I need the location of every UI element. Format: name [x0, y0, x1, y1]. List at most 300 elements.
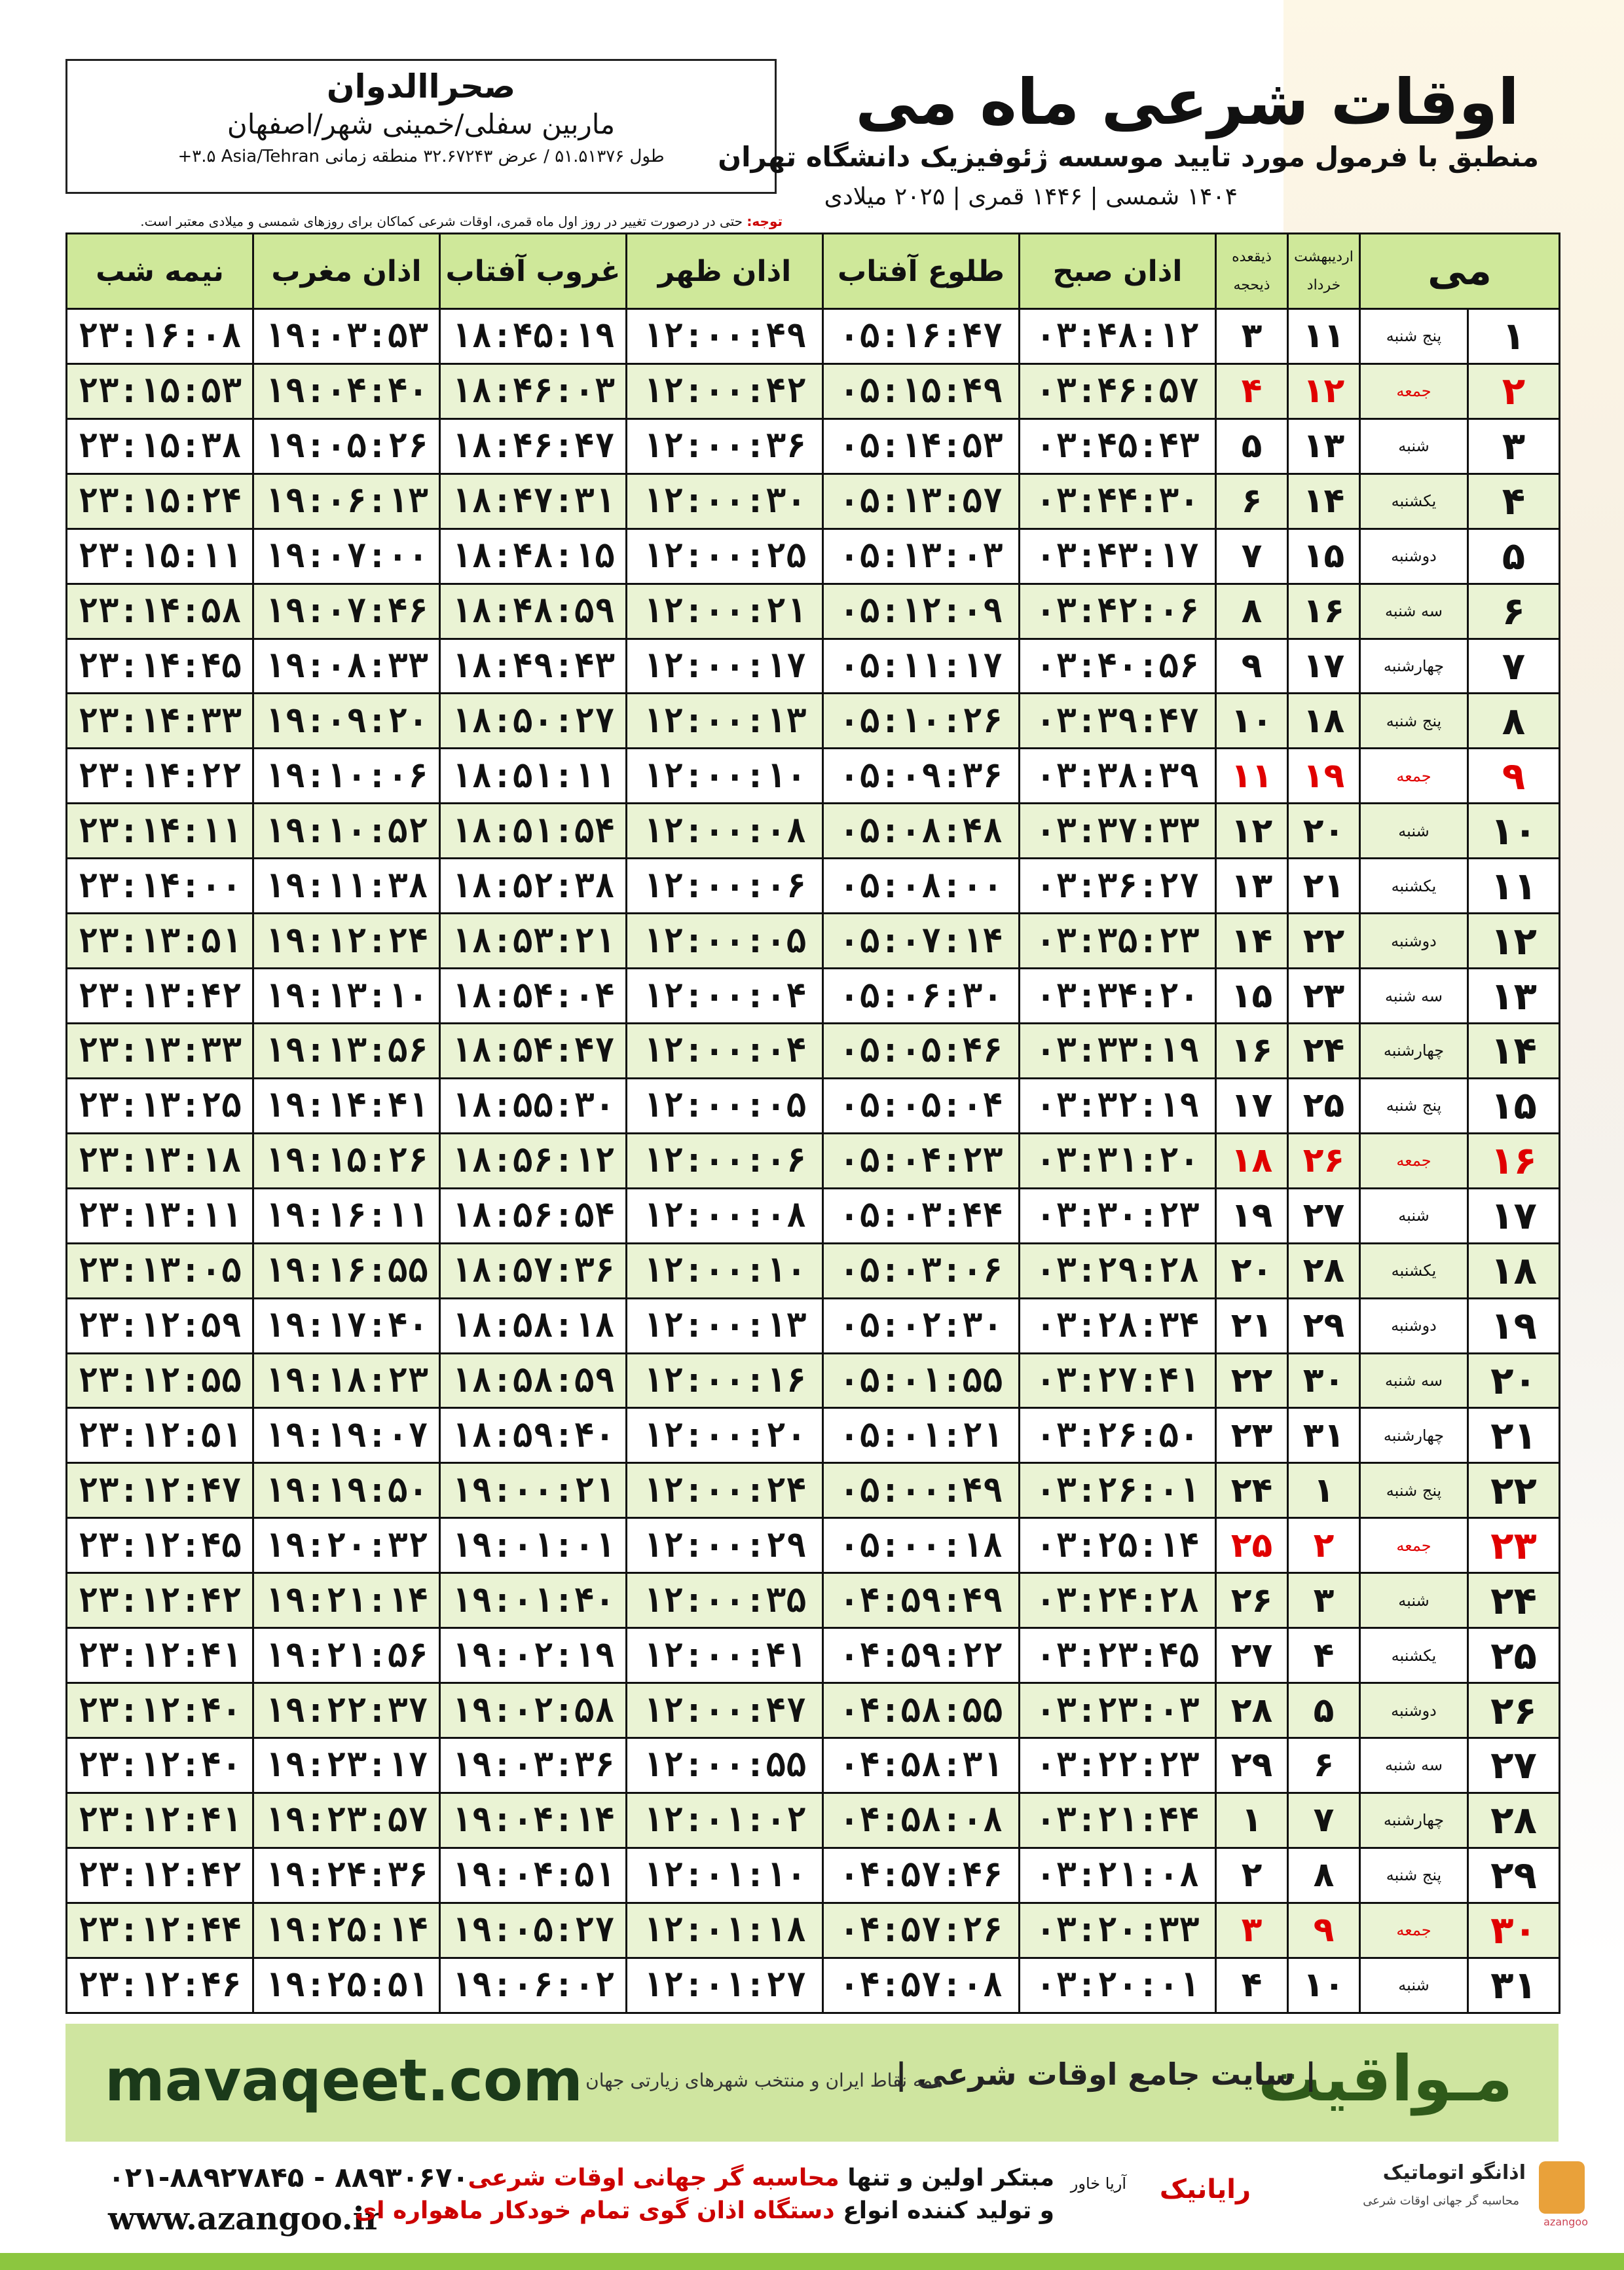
cell-fajr [1020, 1738, 1216, 1793]
cell-gregorian [1468, 1518, 1560, 1573]
cell-qamari-value: ۲۹ [1230, 1745, 1273, 1785]
cell-sunrise-value: ۰۵:۰۰:۱۸ [839, 1525, 1003, 1565]
cell-shamsi [1288, 363, 1360, 419]
cell-weekday [1360, 584, 1468, 639]
cell-maghrib-value: ۱۹:۲۴:۳۶ [264, 1855, 429, 1895]
cell-fajr-value: ۰۳:۲۰:۰۱ [1035, 1965, 1200, 2005]
cell-qamari [1216, 1023, 1288, 1078]
cell-gregorian [1468, 1298, 1560, 1353]
cell-qamari [1216, 1188, 1288, 1243]
cell-weekday-value: دوشنبه [1391, 1316, 1437, 1335]
cell-sunset-value: ۱۹:۰۶:۰۲ [451, 1965, 616, 2005]
cell-weekday-value: جمعه [1396, 382, 1431, 401]
cell-fajr [1020, 584, 1216, 639]
cell-fajr [1020, 694, 1216, 749]
cell-sunrise-value: ۰۴:۵۷:۴۶ [839, 1855, 1003, 1895]
cell-fajr-value: ۰۳:۳۹:۴۷ [1035, 701, 1200, 741]
cell-sunset [440, 584, 627, 639]
cell-sunset [440, 1243, 627, 1298]
cell-gregorian [1468, 1463, 1560, 1518]
cell-gregorian [1468, 1628, 1560, 1683]
cell-sunrise [823, 529, 1020, 584]
cell-midnight-value: ۲۳:۱۶:۰۸ [77, 316, 242, 356]
cell-gregorian [1468, 1793, 1560, 1848]
cell-sunset-value: ۱۸:۴۸:۱۵ [451, 536, 616, 576]
cell-sunrise [823, 1023, 1020, 1078]
cell-sunrise [823, 1958, 1020, 2013]
cell-dhuhr [627, 363, 823, 419]
cell-gregorian [1468, 474, 1560, 529]
cell-sunset-value: ۱۸:۵۲:۳۸ [451, 866, 616, 906]
cell-dhuhr [627, 914, 823, 969]
cell-dhuhr [627, 1298, 823, 1353]
cell-weekday-value: جمعه [1396, 766, 1431, 785]
cell-qamari-value: ۴ [1241, 1965, 1263, 2005]
cell-qamari-value: ۱۲ [1230, 811, 1273, 851]
cell-weekday [1360, 914, 1468, 969]
cell-shamsi-value: ۲۴ [1302, 1031, 1345, 1071]
cell-maghrib [253, 584, 440, 639]
cell-dhuhr-value: ۱۲:۰۰:۱۳ [642, 701, 807, 741]
cell-shamsi-value: ۶ [1313, 1745, 1335, 1785]
cell-shamsi [1288, 1078, 1360, 1133]
azangoo-logo: اذانگو اتوماتیک [1382, 2161, 1526, 2184]
cell-sunset [440, 1298, 627, 1353]
cell-sunset [440, 1628, 627, 1683]
cell-midnight [67, 1243, 253, 1298]
cell-qamari-value: ۲۶ [1230, 1580, 1273, 1620]
cell-shamsi [1288, 1573, 1360, 1628]
cell-shamsi [1288, 1848, 1360, 1903]
cell-qamari-value: ۱۰ [1230, 701, 1273, 741]
cell-sunrise [823, 1408, 1020, 1463]
cell-sunrise-value: ۰۴:۵۷:۲۶ [839, 1910, 1003, 1950]
cell-shamsi [1288, 584, 1360, 639]
table-row [67, 749, 1560, 804]
cell-midnight [67, 969, 253, 1024]
cell-weekday [1360, 1133, 1468, 1188]
cell-fajr-value: ۰۳:۴۳:۱۷ [1035, 536, 1200, 576]
col-sunrise: طلوع آفتاب [823, 234, 1020, 309]
cell-sunrise-value: ۰۵:۰۷:۱۴ [839, 921, 1003, 961]
cell-shamsi [1288, 309, 1360, 364]
cell-dhuhr [627, 1958, 823, 2013]
cell-maghrib [253, 363, 440, 419]
cell-sunset [440, 914, 627, 969]
cell-sunrise [823, 804, 1020, 859]
cell-sunrise [823, 1463, 1020, 1518]
cell-fajr-value: ۰۳:۴۵:۴۳ [1035, 426, 1200, 466]
cell-midnight-value: ۲۳:۱۳:۳۳ [77, 1031, 242, 1071]
cell-sunset-value: ۱۹:۰۱:۰۱ [451, 1525, 616, 1565]
cell-qamari-value: ۴ [1241, 371, 1263, 411]
cell-fajr-value: ۰۳:۲۳:۴۵ [1035, 1635, 1200, 1675]
cell-qamari-value: ۲۲ [1230, 1360, 1273, 1400]
cell-gregorian-value: ۲۹ [1490, 1853, 1537, 1898]
cell-midnight [67, 1958, 253, 2013]
cell-midnight [67, 1353, 253, 1408]
cell-fajr-value: ۰۳:۲۵:۱۴ [1035, 1525, 1200, 1565]
cell-midnight-value: ۲۳:۱۴:۵۸ [77, 591, 242, 631]
cell-sunrise [823, 1133, 1020, 1188]
cell-sunrise-value: ۰۵:۰۳:۴۴ [839, 1196, 1003, 1236]
cell-dhuhr [627, 529, 823, 584]
cell-weekday-value: جمعه [1396, 1536, 1431, 1555]
cell-dhuhr-value: ۱۲:۰۰:۳۰ [642, 481, 807, 521]
cell-gregorian [1468, 1738, 1560, 1793]
cell-dhuhr [627, 1133, 823, 1188]
cell-fajr-value: ۰۳:۳۷:۳۳ [1035, 811, 1200, 851]
cell-weekday [1360, 1683, 1468, 1738]
cell-weekday [1360, 804, 1468, 859]
cell-maghrib [253, 639, 440, 694]
cell-dhuhr [627, 1518, 823, 1573]
cell-dhuhr [627, 1188, 823, 1243]
cell-fajr [1020, 529, 1216, 584]
cell-shamsi-value: ۱ [1313, 1470, 1335, 1510]
cell-weekday-value: دوشنبه [1391, 547, 1437, 566]
cell-sunset-value: ۱۹:۰۲:۵۸ [451, 1690, 616, 1730]
cell-fajr [1020, 969, 1216, 1024]
cell-gregorian [1468, 749, 1560, 804]
cell-gregorian-value: ۵ [1502, 534, 1526, 579]
cell-midnight-value: ۲۳:۱۳:۴۲ [77, 976, 242, 1016]
cell-weekday-value: سه شنبه [1384, 1756, 1443, 1775]
cell-dhuhr-value: ۱۲:۰۰:۰۸ [642, 1196, 807, 1236]
cell-weekday-value: شنبه [1398, 437, 1430, 456]
cell-dhuhr-value: ۱۲:۰۰:۴۷ [642, 1690, 807, 1730]
cell-gregorian [1468, 1078, 1560, 1133]
cell-dhuhr [627, 1463, 823, 1518]
cell-sunrise [823, 969, 1020, 1024]
cell-sunrise-value: ۰۴:۵۸:۳۱ [839, 1745, 1003, 1785]
cell-sunset-value: ۱۸:۵۴:۴۷ [451, 1031, 616, 1071]
cell-weekday [1360, 1298, 1468, 1353]
cell-shamsi [1288, 639, 1360, 694]
cell-dhuhr-value: ۱۲:۰۰:۱۰ [642, 1251, 807, 1291]
cell-weekday [1360, 529, 1468, 584]
cell-sunset-value: ۱۹:۰۴:۵۱ [451, 1855, 616, 1895]
azangoo-url[interactable]: www.azangoo.ir [108, 2201, 382, 2237]
cell-midnight [67, 1133, 253, 1188]
cell-maghrib-value: ۱۹:۱۱:۳۸ [264, 866, 429, 906]
table-row [67, 1848, 1560, 1903]
cell-sunrise-value: ۰۵:۰۱:۲۱ [839, 1415, 1003, 1455]
cell-qamari-value: ۶ [1241, 481, 1263, 521]
cell-fajr [1020, 1298, 1216, 1353]
cell-shamsi [1288, 419, 1360, 474]
azangoo-icon [1539, 2161, 1585, 2214]
cell-midnight [67, 474, 253, 529]
cell-sunrise-value: ۰۵:۰۲:۳۰ [839, 1306, 1003, 1346]
cell-midnight-value: ۲۳:۱۲:۴۱ [77, 1635, 242, 1675]
cell-qamari [1216, 419, 1288, 474]
cell-weekday-value: سه شنبه [1384, 602, 1443, 621]
cell-sunset [440, 639, 627, 694]
table-row [67, 1738, 1560, 1793]
cell-maghrib [253, 859, 440, 914]
cell-qamari [1216, 1903, 1288, 1958]
cell-weekday [1360, 639, 1468, 694]
cell-sunset-value: ۱۹:۰۵:۲۷ [451, 1910, 616, 1950]
cell-dhuhr-value: ۱۲:۰۰:۱۶ [642, 1360, 807, 1400]
cell-midnight-value: ۲۳:۱۵:۵۳ [77, 371, 242, 411]
cell-weekday-value: چهارشنبه [1383, 1811, 1445, 1830]
cell-maghrib-value: ۱۹:۲۱:۱۴ [264, 1580, 429, 1620]
note-text: حتی در درصورت تغییر در روز اول ماه قمری، اوقات شرعی کماکان برای روزهای شمسی و میلادی معتبر است. [140, 214, 743, 229]
cell-weekday-value: یکشنبه [1391, 876, 1437, 895]
cell-maghrib [253, 1023, 440, 1078]
cell-qamari [1216, 363, 1288, 419]
cell-maghrib [253, 1188, 440, 1243]
cell-qamari [1216, 1683, 1288, 1738]
cell-midnight-value: ۲۳:۱۳:۱۱ [77, 1196, 242, 1236]
cell-sunrise-value: ۰۵:۰۵:۴۶ [839, 1031, 1003, 1071]
cell-shamsi-value: ۸ [1313, 1855, 1335, 1895]
cell-sunset [440, 1518, 627, 1573]
cell-weekday [1360, 1958, 1468, 2013]
cell-sunset [440, 859, 627, 914]
cell-sunrise-value: ۰۵:۰۶:۳۰ [839, 976, 1003, 1016]
cell-maghrib [253, 1408, 440, 1463]
cell-qamari [1216, 1793, 1288, 1848]
location-coords: طول ۵۱.۵۱۳۷۶ / عرض ۳۲.۶۷۲۴۳ منطقه زمانی ‎+۳.۵ Asia/Tehran [177, 147, 665, 166]
cell-maghrib-value: ۱۹:۱۲:۲۴ [264, 921, 429, 961]
table-row [67, 1133, 1560, 1188]
table-header-row [67, 234, 1560, 309]
cell-shamsi [1288, 1298, 1360, 1353]
cell-midnight-value: ۲۳:۱۴:۳۳ [77, 701, 242, 741]
cell-midnight [67, 363, 253, 419]
cell-fajr [1020, 1848, 1216, 1903]
cell-gregorian [1468, 1573, 1560, 1628]
cell-fajr [1020, 1573, 1216, 1628]
cell-dhuhr-value: ۱۲:۰۰:۲۰ [642, 1415, 807, 1455]
cell-fajr [1020, 309, 1216, 364]
cell-sunrise-value: ۰۵:۰۵:۰۴ [839, 1086, 1003, 1126]
cell-midnight-value: ۲۳:۱۴:۱۱ [77, 811, 242, 851]
cell-maghrib [253, 914, 440, 969]
rayanik-sub: آریا خاور [1070, 2174, 1126, 2193]
cell-fajr-value: ۰۳:۳۵:۲۳ [1035, 921, 1200, 961]
cell-shamsi [1288, 804, 1360, 859]
table-row [67, 419, 1560, 474]
cell-fajr [1020, 1243, 1216, 1298]
cell-shamsi [1288, 1683, 1360, 1738]
cell-sunset-value: ۱۸:۵۱:۵۴ [451, 811, 616, 851]
cell-midnight-value: ۲۳:۱۲:۵۵ [77, 1360, 242, 1400]
cell-sunrise [823, 474, 1020, 529]
cell-weekday-value: چهارشنبه [1383, 656, 1445, 675]
cell-sunset [440, 969, 627, 1024]
cell-dhuhr-value: ۱۲:۰۰:۳۶ [642, 426, 807, 466]
cell-fajr [1020, 419, 1216, 474]
cell-gregorian [1468, 969, 1560, 1024]
cell-dhuhr [627, 1078, 823, 1133]
cell-maghrib [253, 1243, 440, 1298]
cell-fajr-value: ۰۳:۳۳:۱۹ [1035, 1031, 1200, 1071]
cell-dhuhr [627, 804, 823, 859]
cell-gregorian [1468, 1023, 1560, 1078]
cell-qamari-value: ۱۳ [1230, 866, 1273, 906]
cell-sunset-value: ۱۸:۵۹:۴۰ [451, 1415, 616, 1455]
cell-midnight-value: ۲۳:۱۵:۲۴ [77, 481, 242, 521]
cell-shamsi [1288, 1133, 1360, 1188]
bottom-bar [0, 2253, 1624, 2270]
promo-line-2 [355, 2197, 1054, 2224]
cell-maghrib-value: ۱۹:۱۵:۲۶ [264, 1141, 429, 1181]
cell-maghrib [253, 1133, 440, 1188]
col-qamari-top: ذیقعده [1232, 249, 1272, 265]
cell-dhuhr-value: ۱۲:۰۰:۰۴ [642, 1031, 807, 1071]
cell-shamsi-value: ۱۸ [1302, 701, 1345, 741]
location-box [65, 59, 777, 194]
cell-qamari-value: ۱۱ [1230, 756, 1273, 796]
cell-sunrise [823, 1903, 1020, 1958]
cell-qamari [1216, 584, 1288, 639]
cell-fajr [1020, 914, 1216, 969]
cell-qamari-value: ۵ [1241, 426, 1263, 466]
cell-dhuhr-value: ۱۲:۰۰:۲۹ [642, 1525, 807, 1565]
cell-maghrib-value: ۱۹:۱۸:۲۳ [264, 1360, 429, 1400]
cell-midnight [67, 1023, 253, 1078]
cell-weekday-value: چهارشنبه [1383, 1426, 1445, 1445]
cell-qamari-value: ۲۸ [1230, 1690, 1273, 1730]
cell-dhuhr [627, 1628, 823, 1683]
cell-qamari [1216, 1958, 1288, 2013]
cell-maghrib-value: ۱۹:۱۳:۱۰ [264, 976, 429, 1016]
cell-shamsi-value: ۱۰ [1302, 1965, 1345, 2005]
cell-sunset-value: ۱۸:۴۶:۰۳ [451, 371, 616, 411]
cell-midnight [67, 419, 253, 474]
cell-qamari-value: ۳ [1241, 1910, 1263, 1950]
cell-sunrise [823, 309, 1020, 364]
table-row [67, 1793, 1560, 1848]
cell-fajr-value: ۰۳:۳۲:۱۹ [1035, 1086, 1200, 1126]
cell-fajr [1020, 749, 1216, 804]
cell-qamari [1216, 1408, 1288, 1463]
cell-maghrib-value: ۱۹:۰۷:۰۰ [264, 536, 429, 576]
cell-dhuhr-value: ۱۲:۰۰:۰۶ [642, 1141, 807, 1181]
cell-weekday-value: شنبه [1398, 1206, 1430, 1225]
cell-sunset [440, 1903, 627, 1958]
cell-shamsi-value: ۲۱ [1302, 866, 1345, 906]
cell-midnight-value: ۲۳:۱۵:۱۱ [77, 536, 242, 576]
cell-gregorian-value: ۳۰ [1490, 1908, 1537, 1953]
cell-qamari [1216, 749, 1288, 804]
cell-sunrise [823, 1683, 1020, 1738]
cell-fajr-value: ۰۳:۲۶:۵۰ [1035, 1415, 1200, 1455]
cell-maghrib-value: ۱۹:۲۵:۱۴ [264, 1910, 429, 1950]
cell-fajr [1020, 1078, 1216, 1133]
cell-fajr [1020, 1793, 1216, 1848]
cell-shamsi [1288, 1738, 1360, 1793]
cell-qamari [1216, 1518, 1288, 1573]
table-row [67, 309, 1560, 364]
cell-weekday-value: شنبه [1398, 1591, 1430, 1610]
cell-qamari-value: ۱۵ [1230, 976, 1273, 1016]
cell-midnight-value: ۲۳:۱۴:۰۰ [77, 866, 242, 906]
cell-dhuhr [627, 1683, 823, 1738]
cell-midnight [67, 804, 253, 859]
cell-gregorian [1468, 804, 1560, 859]
cell-sunrise [823, 1628, 1020, 1683]
cell-weekday-value: پنج شنبه [1386, 711, 1442, 730]
cell-sunset [440, 363, 627, 419]
cell-sunrise-value: ۰۴:۵۸:۰۸ [839, 1800, 1003, 1840]
cell-midnight-value: ۲۳:۱۳:۲۵ [77, 1086, 242, 1126]
cell-midnight-value: ۲۳:۱۳:۰۵ [77, 1251, 242, 1291]
cell-sunrise [823, 639, 1020, 694]
cell-sunset [440, 309, 627, 364]
cell-maghrib-value: ۱۹:۱۰:۰۶ [264, 756, 429, 796]
cell-sunset-value: ۱۹:۰۴:۱۴ [451, 1800, 616, 1840]
cell-gregorian [1468, 639, 1560, 694]
cell-shamsi-value: ۷ [1313, 1800, 1335, 1840]
cell-gregorian-value: ۱۹ [1490, 1303, 1537, 1349]
cell-fajr-value: ۰۳:۳۱:۲۰ [1035, 1141, 1200, 1181]
cell-qamari-value: ۱۴ [1230, 921, 1273, 961]
cell-sunset-value: ۱۹:۰۳:۳۶ [451, 1745, 616, 1785]
cell-midnight-value: ۲۳:۱۲:۵۹ [77, 1306, 242, 1346]
cell-sunrise [823, 584, 1020, 639]
cell-qamari [1216, 309, 1288, 364]
cell-sunrise [823, 1573, 1020, 1628]
cell-maghrib-value: ۱۹:۱۰:۵۲ [264, 811, 429, 851]
cell-sunset-value: ۱۹:۰۲:۱۹ [451, 1635, 616, 1675]
cell-midnight [67, 1188, 253, 1243]
cell-qamari [1216, 1078, 1288, 1133]
cell-sunset [440, 1133, 627, 1188]
site-url[interactable]: mavaqeet.com [105, 2047, 583, 2114]
cell-sunrise-value: ۰۴:۵۸:۵۵ [839, 1690, 1003, 1730]
cell-gregorian-value: ۷ [1502, 643, 1526, 688]
cell-midnight [67, 639, 253, 694]
table-row [67, 694, 1560, 749]
cell-fajr-value: ۰۳:۲۴:۲۸ [1035, 1580, 1200, 1620]
cell-shamsi-value: ۲۶ [1302, 1141, 1345, 1181]
cell-weekday-value: دوشنبه [1391, 1701, 1437, 1720]
cell-weekday-value: شنبه [1398, 821, 1430, 840]
table-row [67, 1518, 1560, 1573]
cell-midnight-value: ۲۳:۱۵:۳۸ [77, 426, 242, 466]
cell-weekday-value: یکشنبه [1391, 1261, 1437, 1280]
cell-qamari [1216, 1573, 1288, 1628]
cell-fajr [1020, 1408, 1216, 1463]
cell-gregorian-value: ۲ [1502, 369, 1526, 414]
cell-shamsi [1288, 1463, 1360, 1518]
cell-gregorian-value: ۶ [1502, 589, 1526, 634]
cell-sunrise-value: ۰۵:۱۳:۵۷ [839, 481, 1003, 521]
cell-dhuhr-value: ۱۲:۰۰:۱۷ [642, 646, 807, 686]
cell-dhuhr-value: ۱۲:۰۰:۱۳ [642, 1306, 807, 1346]
cell-weekday [1360, 1793, 1468, 1848]
cell-dhuhr-value: ۱۲:۰۰:۰۴ [642, 976, 807, 1016]
cell-shamsi [1288, 914, 1360, 969]
cell-maghrib [253, 804, 440, 859]
cell-dhuhr [627, 694, 823, 749]
page-dates: ۱۴۰۴ شمسی | ۱۴۴۶ قمری | ۲۰۲۵ میلادی [824, 183, 1238, 210]
cell-sunrise [823, 1738, 1020, 1793]
cell-weekday-value: دوشنبه [1391, 931, 1437, 950]
cell-weekday [1360, 1848, 1468, 1903]
cell-dhuhr-value: ۱۲:۰۰:۴۹ [642, 316, 807, 356]
cell-midnight [67, 1628, 253, 1683]
cell-dhuhr-value: ۱۲:۰۰:۰۸ [642, 811, 807, 851]
cell-qamari [1216, 694, 1288, 749]
cell-sunset-value: ۱۸:۴۶:۴۷ [451, 426, 616, 466]
cell-fajr [1020, 859, 1216, 914]
